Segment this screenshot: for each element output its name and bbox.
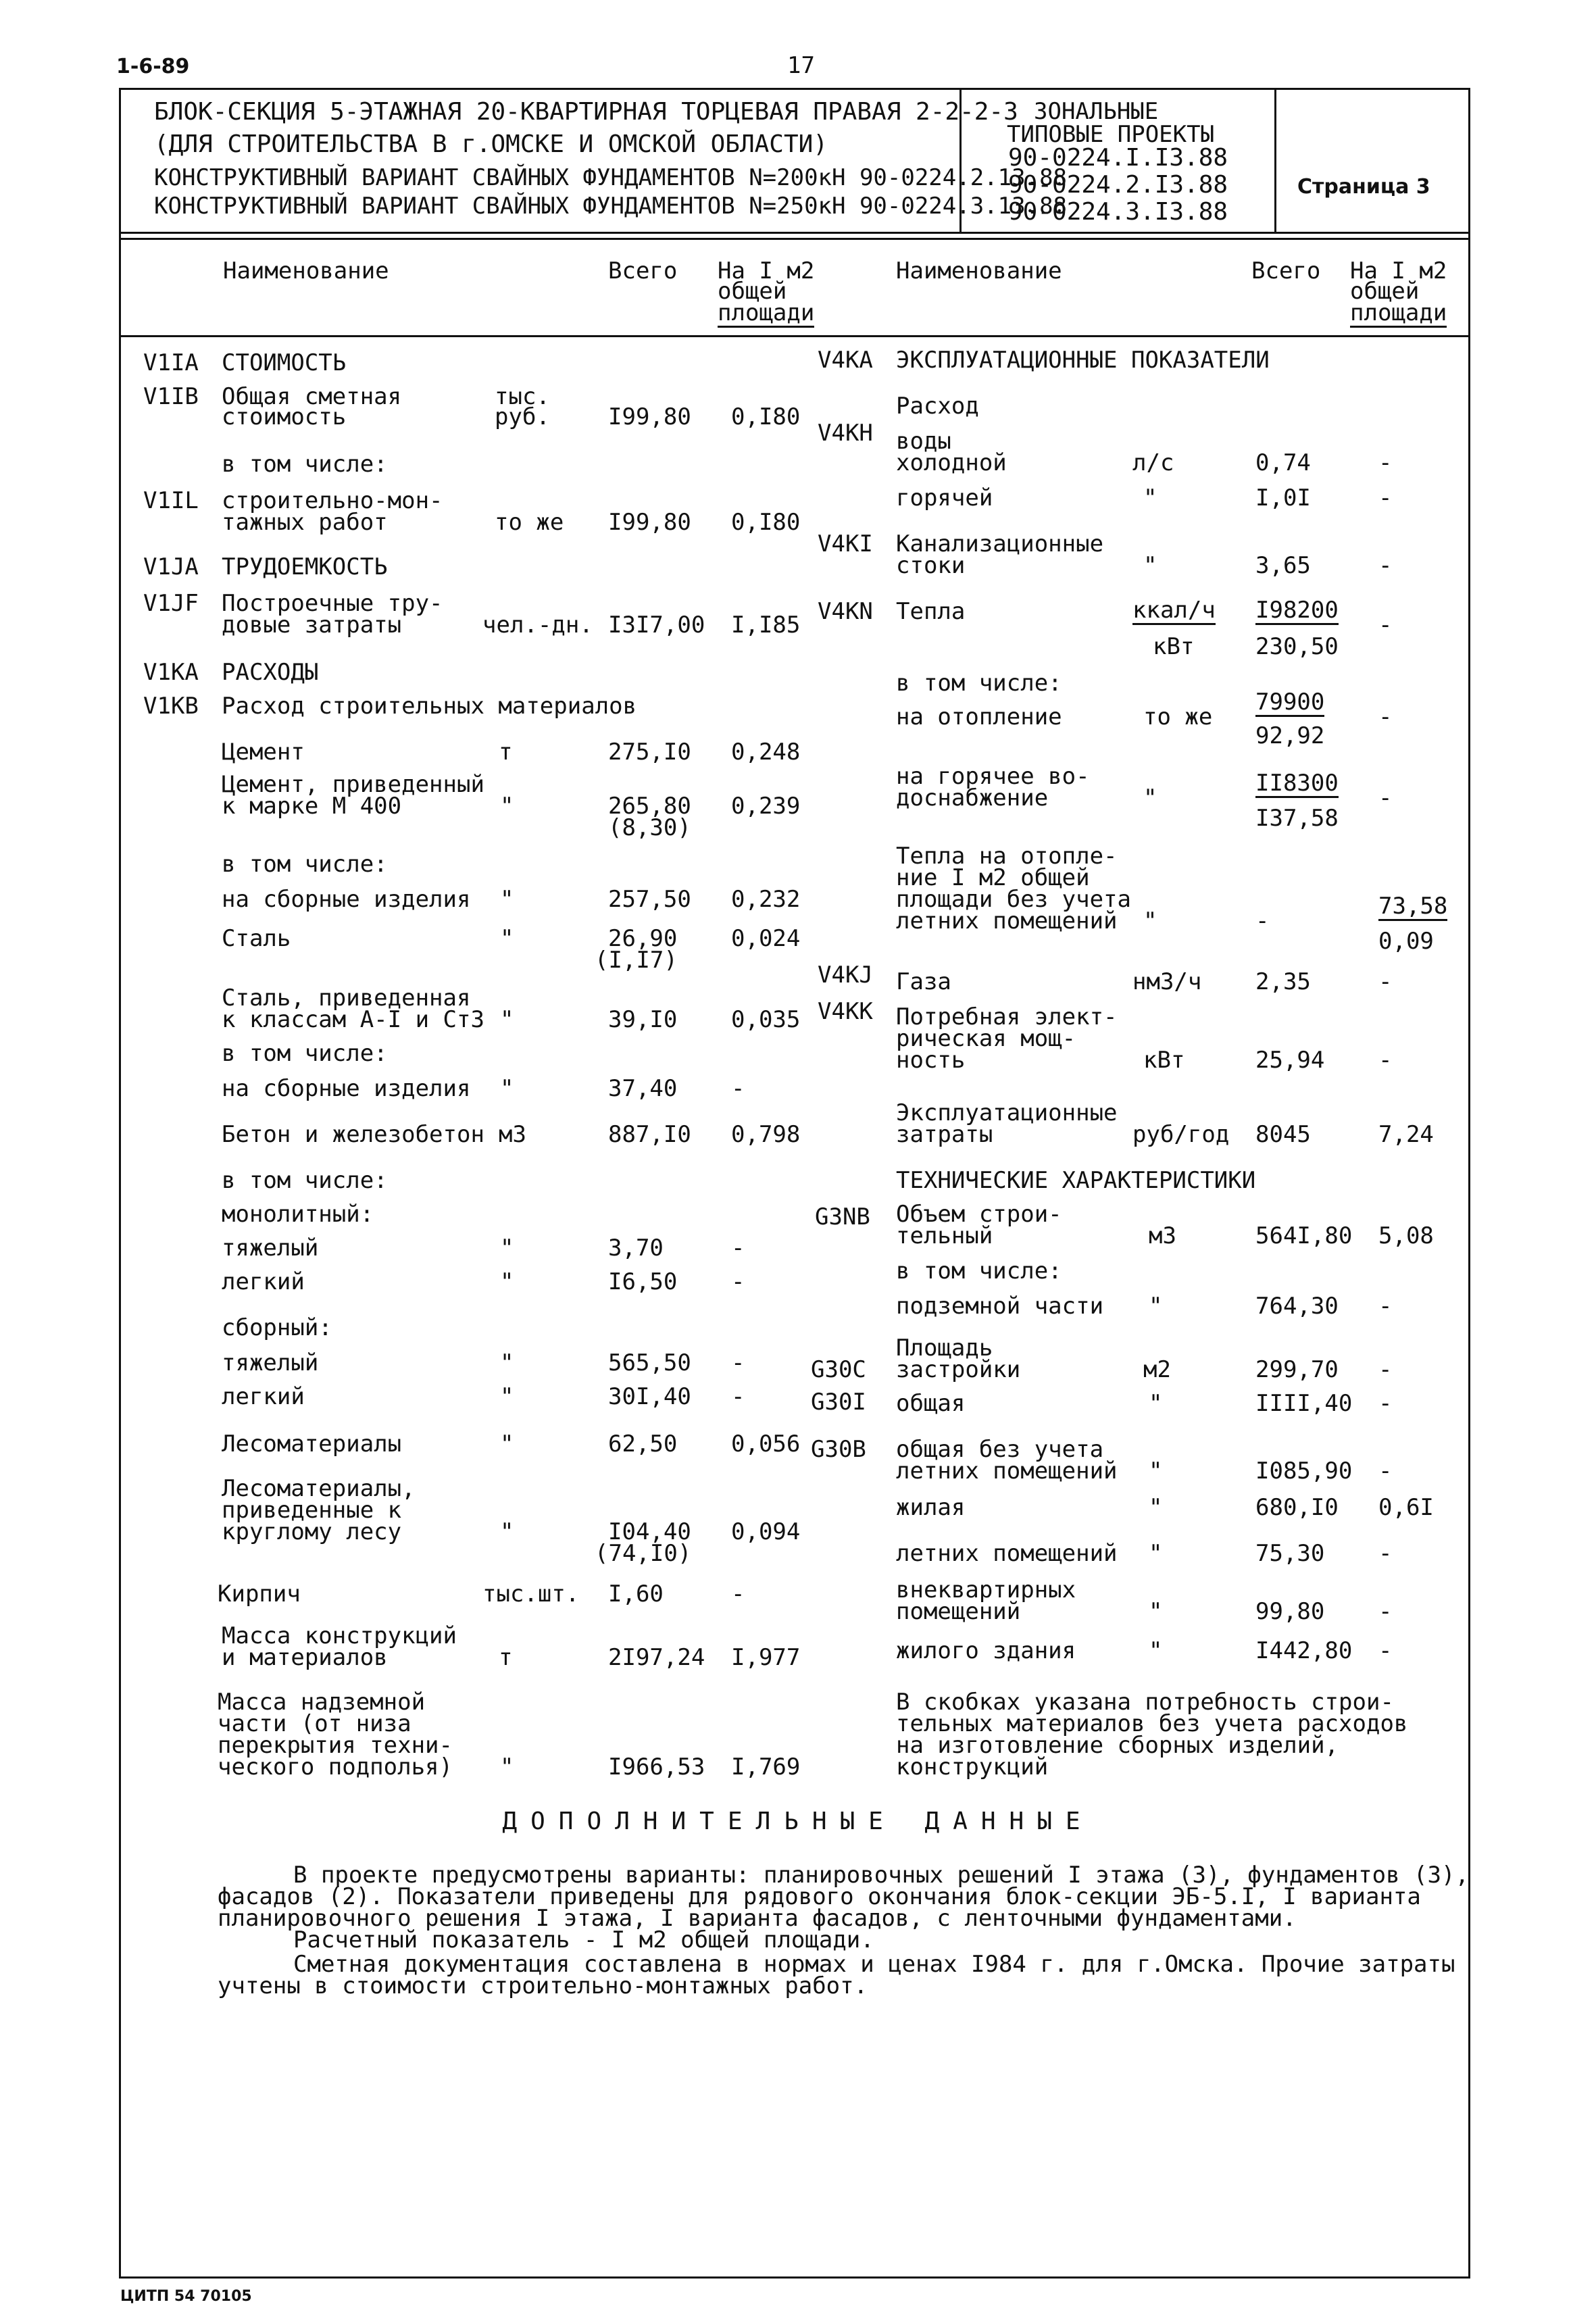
column-header-bottom-line bbox=[119, 335, 1470, 337]
additional-data-heading: ДОПОЛНИТЕЛЬНЫЕ ДАННЫЕ bbox=[502, 1808, 1094, 1835]
footer-code: ЦИТП 54 70105 bbox=[120, 2288, 252, 2305]
page-label: Страница 3 bbox=[1297, 175, 1430, 199]
table-row: в том числе: bbox=[896, 670, 1062, 697]
table-row: Расход bbox=[896, 393, 979, 420]
header-bottom-line bbox=[119, 232, 1470, 234]
table-row: в том числе: bbox=[222, 451, 388, 478]
table-row: в том числе: bbox=[222, 851, 388, 878]
document-code: 1-6-89 bbox=[116, 55, 190, 78]
table-row: ТЕХНИЧЕСКИЕ ХАРАКТЕРИСТИКИ bbox=[896, 1167, 1256, 1194]
table-row: монолитный: bbox=[222, 1201, 374, 1228]
table-row: в том числе: bbox=[222, 1167, 388, 1194]
frame-bottom bbox=[119, 2276, 1470, 2279]
frame-top bbox=[119, 88, 1470, 90]
header-bottom-line-2 bbox=[119, 238, 1470, 240]
frame-right bbox=[1468, 88, 1470, 2279]
table-row: сборный: bbox=[222, 1314, 332, 1341]
table-row: в том числе: bbox=[896, 1258, 1062, 1285]
frame-left bbox=[119, 88, 121, 2279]
page-number: 17 bbox=[787, 52, 815, 79]
table-row: в том числе: bbox=[222, 1040, 388, 1067]
header-divider-2 bbox=[1274, 88, 1276, 233]
